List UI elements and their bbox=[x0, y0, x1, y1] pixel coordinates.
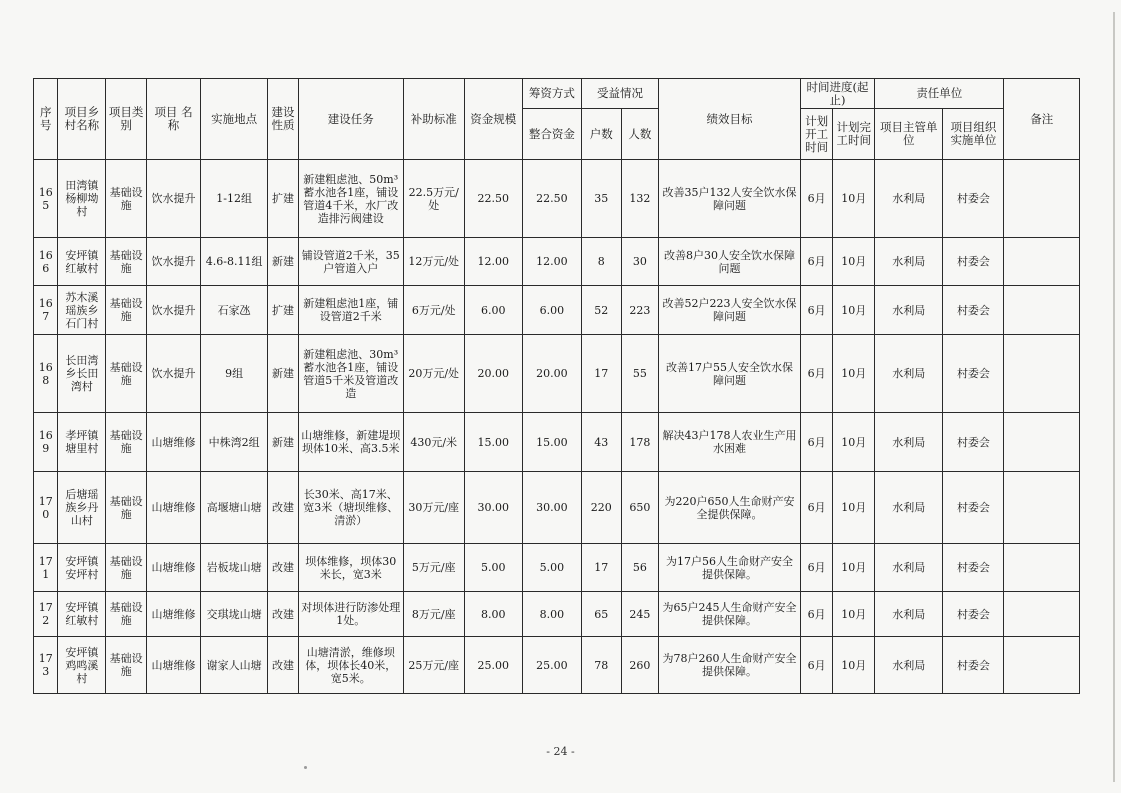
row-dept-impl: 村委会 bbox=[943, 335, 1004, 413]
row-plan-end: 10月 bbox=[833, 544, 875, 592]
row-scale: 12.00 bbox=[464, 238, 522, 286]
row-goal: 改善8户30人安全饮水保障问题 bbox=[659, 238, 801, 286]
row-dept-impl: 村委会 bbox=[943, 413, 1004, 472]
row-dept-impl: 村委会 bbox=[943, 238, 1004, 286]
row-seq: 169 bbox=[34, 413, 58, 472]
row-dept-impl: 村委会 bbox=[943, 472, 1004, 544]
row-dept-main: 水利局 bbox=[875, 160, 943, 238]
row-persons: 245 bbox=[621, 592, 659, 637]
row-plan-start: 6月 bbox=[800, 286, 833, 335]
row-goal: 为220户650人生命财产安全提供保障。 bbox=[659, 472, 801, 544]
row-village: 苏木溪瑶族乡石门村 bbox=[58, 286, 106, 335]
header-households: 户数 bbox=[581, 109, 621, 160]
row-seq: 170 bbox=[34, 472, 58, 544]
row-location: 石家氹 bbox=[201, 286, 268, 335]
row-goal: 改善52户223人安全饮水保障问题 bbox=[659, 286, 801, 335]
row-households: 43 bbox=[581, 413, 621, 472]
row-village: 安坪镇鸡鸣溪村 bbox=[58, 637, 106, 694]
row-subsidy: 12万元/处 bbox=[403, 238, 464, 286]
table-row bbox=[34, 413, 1080, 472]
row-village: 安坪镇红敏村 bbox=[58, 238, 106, 286]
table-row bbox=[34, 286, 1080, 335]
row-dept-impl: 村委会 bbox=[943, 592, 1004, 637]
row-village: 安坪镇红敏村 bbox=[58, 592, 106, 637]
row-remark bbox=[1004, 286, 1080, 335]
row-dept-main: 水利局 bbox=[875, 413, 943, 472]
row-plan-start: 6月 bbox=[800, 160, 833, 238]
table-row bbox=[34, 637, 1080, 694]
row-location: 4.6-8.11组 bbox=[201, 238, 268, 286]
row-remark bbox=[1004, 413, 1080, 472]
scan-speck bbox=[304, 766, 307, 769]
row-goal: 为17户56人生命财产安全提供保障。 bbox=[659, 544, 801, 592]
row-location: 9组 bbox=[201, 335, 268, 413]
header-subsidy: 补助标准 bbox=[403, 79, 464, 160]
row-name: 山塘维修 bbox=[147, 592, 201, 637]
row-remark bbox=[1004, 637, 1080, 694]
row-seq: 166 bbox=[34, 238, 58, 286]
row-households: 220 bbox=[581, 472, 621, 544]
row-goal: 为65户245人生命财产安全提供保障。 bbox=[659, 592, 801, 637]
row-category: 基础设施 bbox=[106, 592, 147, 637]
row-integrated: 15.00 bbox=[522, 413, 581, 472]
row-name: 山塘维修 bbox=[147, 637, 201, 694]
row-name: 山塘维修 bbox=[147, 472, 201, 544]
row-plan-end: 10月 bbox=[833, 592, 875, 637]
row-integrated: 5.00 bbox=[522, 544, 581, 592]
row-subsidy: 20万元/处 bbox=[403, 335, 464, 413]
row-subsidy: 6万元/处 bbox=[403, 286, 464, 335]
row-seq: 171 bbox=[34, 544, 58, 592]
row-subsidy: 5万元/座 bbox=[403, 544, 464, 592]
row-integrated: 6.00 bbox=[522, 286, 581, 335]
row-task: 铺设管道2千米，35户管道入户 bbox=[298, 238, 403, 286]
row-households: 17 bbox=[581, 544, 621, 592]
row-nature: 新建 bbox=[268, 335, 299, 413]
row-seq: 165 bbox=[34, 160, 58, 238]
row-scale: 5.00 bbox=[464, 544, 522, 592]
row-subsidy: 30万元/座 bbox=[403, 472, 464, 544]
row-households: 52 bbox=[581, 286, 621, 335]
row-dept-impl: 村委会 bbox=[943, 286, 1004, 335]
row-task: 坝体维修，坝体30米长，宽3米 bbox=[298, 544, 403, 592]
header-scale: 资金规模 bbox=[464, 79, 522, 160]
row-plan-end: 10月 bbox=[833, 413, 875, 472]
row-task: 山塘维修，新建堤坝坝体10米、高3.5米 bbox=[298, 413, 403, 472]
row-task: 对坝体进行防渗处理1处。 bbox=[298, 592, 403, 637]
table-row bbox=[34, 544, 1080, 592]
row-scale: 30.00 bbox=[464, 472, 522, 544]
table-row bbox=[34, 160, 1080, 238]
row-nature: 新建 bbox=[268, 238, 299, 286]
row-scale: 22.50 bbox=[464, 160, 522, 238]
row-dept-main: 水利局 bbox=[875, 238, 943, 286]
row-remark bbox=[1004, 160, 1080, 238]
row-persons: 56 bbox=[621, 544, 659, 592]
row-scale: 20.00 bbox=[464, 335, 522, 413]
page-edge-shadow bbox=[1113, 12, 1115, 782]
header-funding-integrated: 整合资金 bbox=[522, 109, 581, 160]
row-nature: 改建 bbox=[268, 544, 299, 592]
row-persons: 178 bbox=[621, 413, 659, 472]
row-category: 基础设施 bbox=[106, 238, 147, 286]
row-integrated: 12.00 bbox=[522, 238, 581, 286]
row-subsidy: 25万元/座 bbox=[403, 637, 464, 694]
header-village: 项目乡村名称 bbox=[58, 79, 106, 160]
row-integrated: 25.00 bbox=[522, 637, 581, 694]
row-persons: 55 bbox=[621, 335, 659, 413]
row-plan-end: 10月 bbox=[833, 335, 875, 413]
header-benefit: 受益情况 bbox=[581, 79, 658, 109]
row-plan-start: 6月 bbox=[800, 637, 833, 694]
row-nature: 扩建 bbox=[268, 286, 299, 335]
row-integrated: 22.50 bbox=[522, 160, 581, 238]
table-row bbox=[34, 238, 1080, 286]
row-subsidy: 8万元/座 bbox=[403, 592, 464, 637]
row-dept-impl: 村委会 bbox=[943, 544, 1004, 592]
page-number: - 24 - bbox=[546, 745, 575, 758]
header-category: 项目类别 bbox=[106, 79, 147, 160]
row-seq: 167 bbox=[34, 286, 58, 335]
row-integrated: 20.00 bbox=[522, 335, 581, 413]
header-persons: 人数 bbox=[621, 109, 659, 160]
header-location: 实施地点 bbox=[201, 79, 268, 160]
row-dept-main: 水利局 bbox=[875, 637, 943, 694]
row-task: 新建粗虑池、30m³蓄水池各1座，铺设管道5千米及管道改造 bbox=[298, 335, 403, 413]
row-scale: 6.00 bbox=[464, 286, 522, 335]
row-scale: 8.00 bbox=[464, 592, 522, 637]
table-row bbox=[34, 472, 1080, 544]
row-integrated: 30.00 bbox=[522, 472, 581, 544]
row-households: 17 bbox=[581, 335, 621, 413]
row-task: 新建粗虑池1座，铺设管道2千米 bbox=[298, 286, 403, 335]
row-seq: 168 bbox=[34, 335, 58, 413]
row-location: 谢家人山塘 bbox=[201, 637, 268, 694]
row-location: 交琪垅山塘 bbox=[201, 592, 268, 637]
row-nature: 改建 bbox=[268, 592, 299, 637]
row-remark bbox=[1004, 472, 1080, 544]
row-remark bbox=[1004, 335, 1080, 413]
row-name: 山塘维修 bbox=[147, 413, 201, 472]
row-persons: 132 bbox=[621, 160, 659, 238]
row-category: 基础设施 bbox=[106, 637, 147, 694]
row-scale: 15.00 bbox=[464, 413, 522, 472]
row-category: 基础设施 bbox=[106, 335, 147, 413]
row-name: 饮水提升 bbox=[147, 286, 201, 335]
header-nature: 建设性质 bbox=[268, 79, 299, 160]
header-seq: 序号 bbox=[34, 79, 58, 160]
row-scale: 25.00 bbox=[464, 637, 522, 694]
row-nature: 改建 bbox=[268, 637, 299, 694]
row-households: 65 bbox=[581, 592, 621, 637]
row-remark bbox=[1004, 592, 1080, 637]
row-subsidy: 22.5万元/处 bbox=[403, 160, 464, 238]
header-goal: 绩效目标 bbox=[659, 79, 801, 160]
header-plan-end: 计划完工时间 bbox=[833, 109, 875, 160]
header-task: 建设任务 bbox=[298, 79, 403, 160]
row-plan-start: 6月 bbox=[800, 592, 833, 637]
header-responsible: 责任单位 bbox=[875, 79, 1004, 109]
header-remark: 备注 bbox=[1004, 79, 1080, 160]
header-schedule: 时间进度(起止) bbox=[800, 79, 874, 109]
row-dept-main: 水利局 bbox=[875, 544, 943, 592]
row-seq: 172 bbox=[34, 592, 58, 637]
row-seq: 173 bbox=[34, 637, 58, 694]
row-plan-start: 6月 bbox=[800, 335, 833, 413]
row-name: 山塘维修 bbox=[147, 544, 201, 592]
project-table bbox=[33, 78, 1080, 694]
row-dept-main: 水利局 bbox=[875, 472, 943, 544]
row-goal: 为78户260人生命财产安全提供保障。 bbox=[659, 637, 801, 694]
row-goal: 解决43户178人农业生产用水困难 bbox=[659, 413, 801, 472]
row-plan-end: 10月 bbox=[833, 160, 875, 238]
row-village: 田湾镇杨柳坳村 bbox=[58, 160, 106, 238]
row-task: 长30米、高17米、宽3米（塘坝维修、清淤） bbox=[298, 472, 403, 544]
row-dept-main: 水利局 bbox=[875, 335, 943, 413]
row-households: 8 bbox=[581, 238, 621, 286]
table-row bbox=[34, 335, 1080, 413]
row-plan-start: 6月 bbox=[800, 544, 833, 592]
row-plan-start: 6月 bbox=[800, 413, 833, 472]
row-dept-impl: 村委会 bbox=[943, 160, 1004, 238]
row-name: 饮水提升 bbox=[147, 335, 201, 413]
row-persons: 260 bbox=[621, 637, 659, 694]
row-plan-start: 6月 bbox=[800, 238, 833, 286]
row-persons: 30 bbox=[621, 238, 659, 286]
row-name: 饮水提升 bbox=[147, 160, 201, 238]
row-nature: 扩建 bbox=[268, 160, 299, 238]
header-name: 项目 名称 bbox=[147, 79, 201, 160]
row-persons: 650 bbox=[621, 472, 659, 544]
row-households: 35 bbox=[581, 160, 621, 238]
table-row bbox=[34, 592, 1080, 637]
row-category: 基础设施 bbox=[106, 413, 147, 472]
header-funding: 筹资方式 bbox=[522, 79, 581, 109]
row-nature: 新建 bbox=[268, 413, 299, 472]
row-category: 基础设施 bbox=[106, 286, 147, 335]
row-task: 山塘清淤，维修坝体，坝体长40米，宽5米。 bbox=[298, 637, 403, 694]
row-remark bbox=[1004, 238, 1080, 286]
row-village: 孝坪镇塘里村 bbox=[58, 413, 106, 472]
row-plan-end: 10月 bbox=[833, 472, 875, 544]
row-subsidy: 430元/米 bbox=[403, 413, 464, 472]
row-plan-start: 6月 bbox=[800, 472, 833, 544]
row-village: 长田湾乡长田湾村 bbox=[58, 335, 106, 413]
header-dept-main: 项目主管单位 bbox=[875, 109, 943, 160]
row-location: 中株湾2组 bbox=[201, 413, 268, 472]
row-integrated: 8.00 bbox=[522, 592, 581, 637]
row-location: 1-12组 bbox=[201, 160, 268, 238]
row-dept-impl: 村委会 bbox=[943, 637, 1004, 694]
row-task: 新建粗虑池、50m³蓄水池各1座，铺设管道4千米，水厂改造排污阀建设 bbox=[298, 160, 403, 238]
row-nature: 改建 bbox=[268, 472, 299, 544]
row-village: 后塘瑶族乡丹山村 bbox=[58, 472, 106, 544]
row-category: 基础设施 bbox=[106, 472, 147, 544]
header-plan-start: 计划开工时间 bbox=[800, 109, 833, 160]
row-goal: 改善35户132人安全饮水保障问题 bbox=[659, 160, 801, 238]
row-goal: 改善17户55人安全饮水保障问题 bbox=[659, 335, 801, 413]
row-plan-end: 10月 bbox=[833, 238, 875, 286]
row-dept-main: 水利局 bbox=[875, 286, 943, 335]
row-plan-end: 10月 bbox=[833, 286, 875, 335]
row-plan-end: 10月 bbox=[833, 637, 875, 694]
row-dept-main: 水利局 bbox=[875, 592, 943, 637]
row-village: 安坪镇安坪村 bbox=[58, 544, 106, 592]
row-category: 基础设施 bbox=[106, 160, 147, 238]
row-households: 78 bbox=[581, 637, 621, 694]
row-location: 高堰塘山塘 bbox=[201, 472, 268, 544]
row-name: 饮水提升 bbox=[147, 238, 201, 286]
row-remark bbox=[1004, 544, 1080, 592]
row-persons: 223 bbox=[621, 286, 659, 335]
header-dept-impl: 项目组织实施单位 bbox=[943, 109, 1004, 160]
row-location: 岩板垅山塘 bbox=[201, 544, 268, 592]
row-category: 基础设施 bbox=[106, 544, 147, 592]
